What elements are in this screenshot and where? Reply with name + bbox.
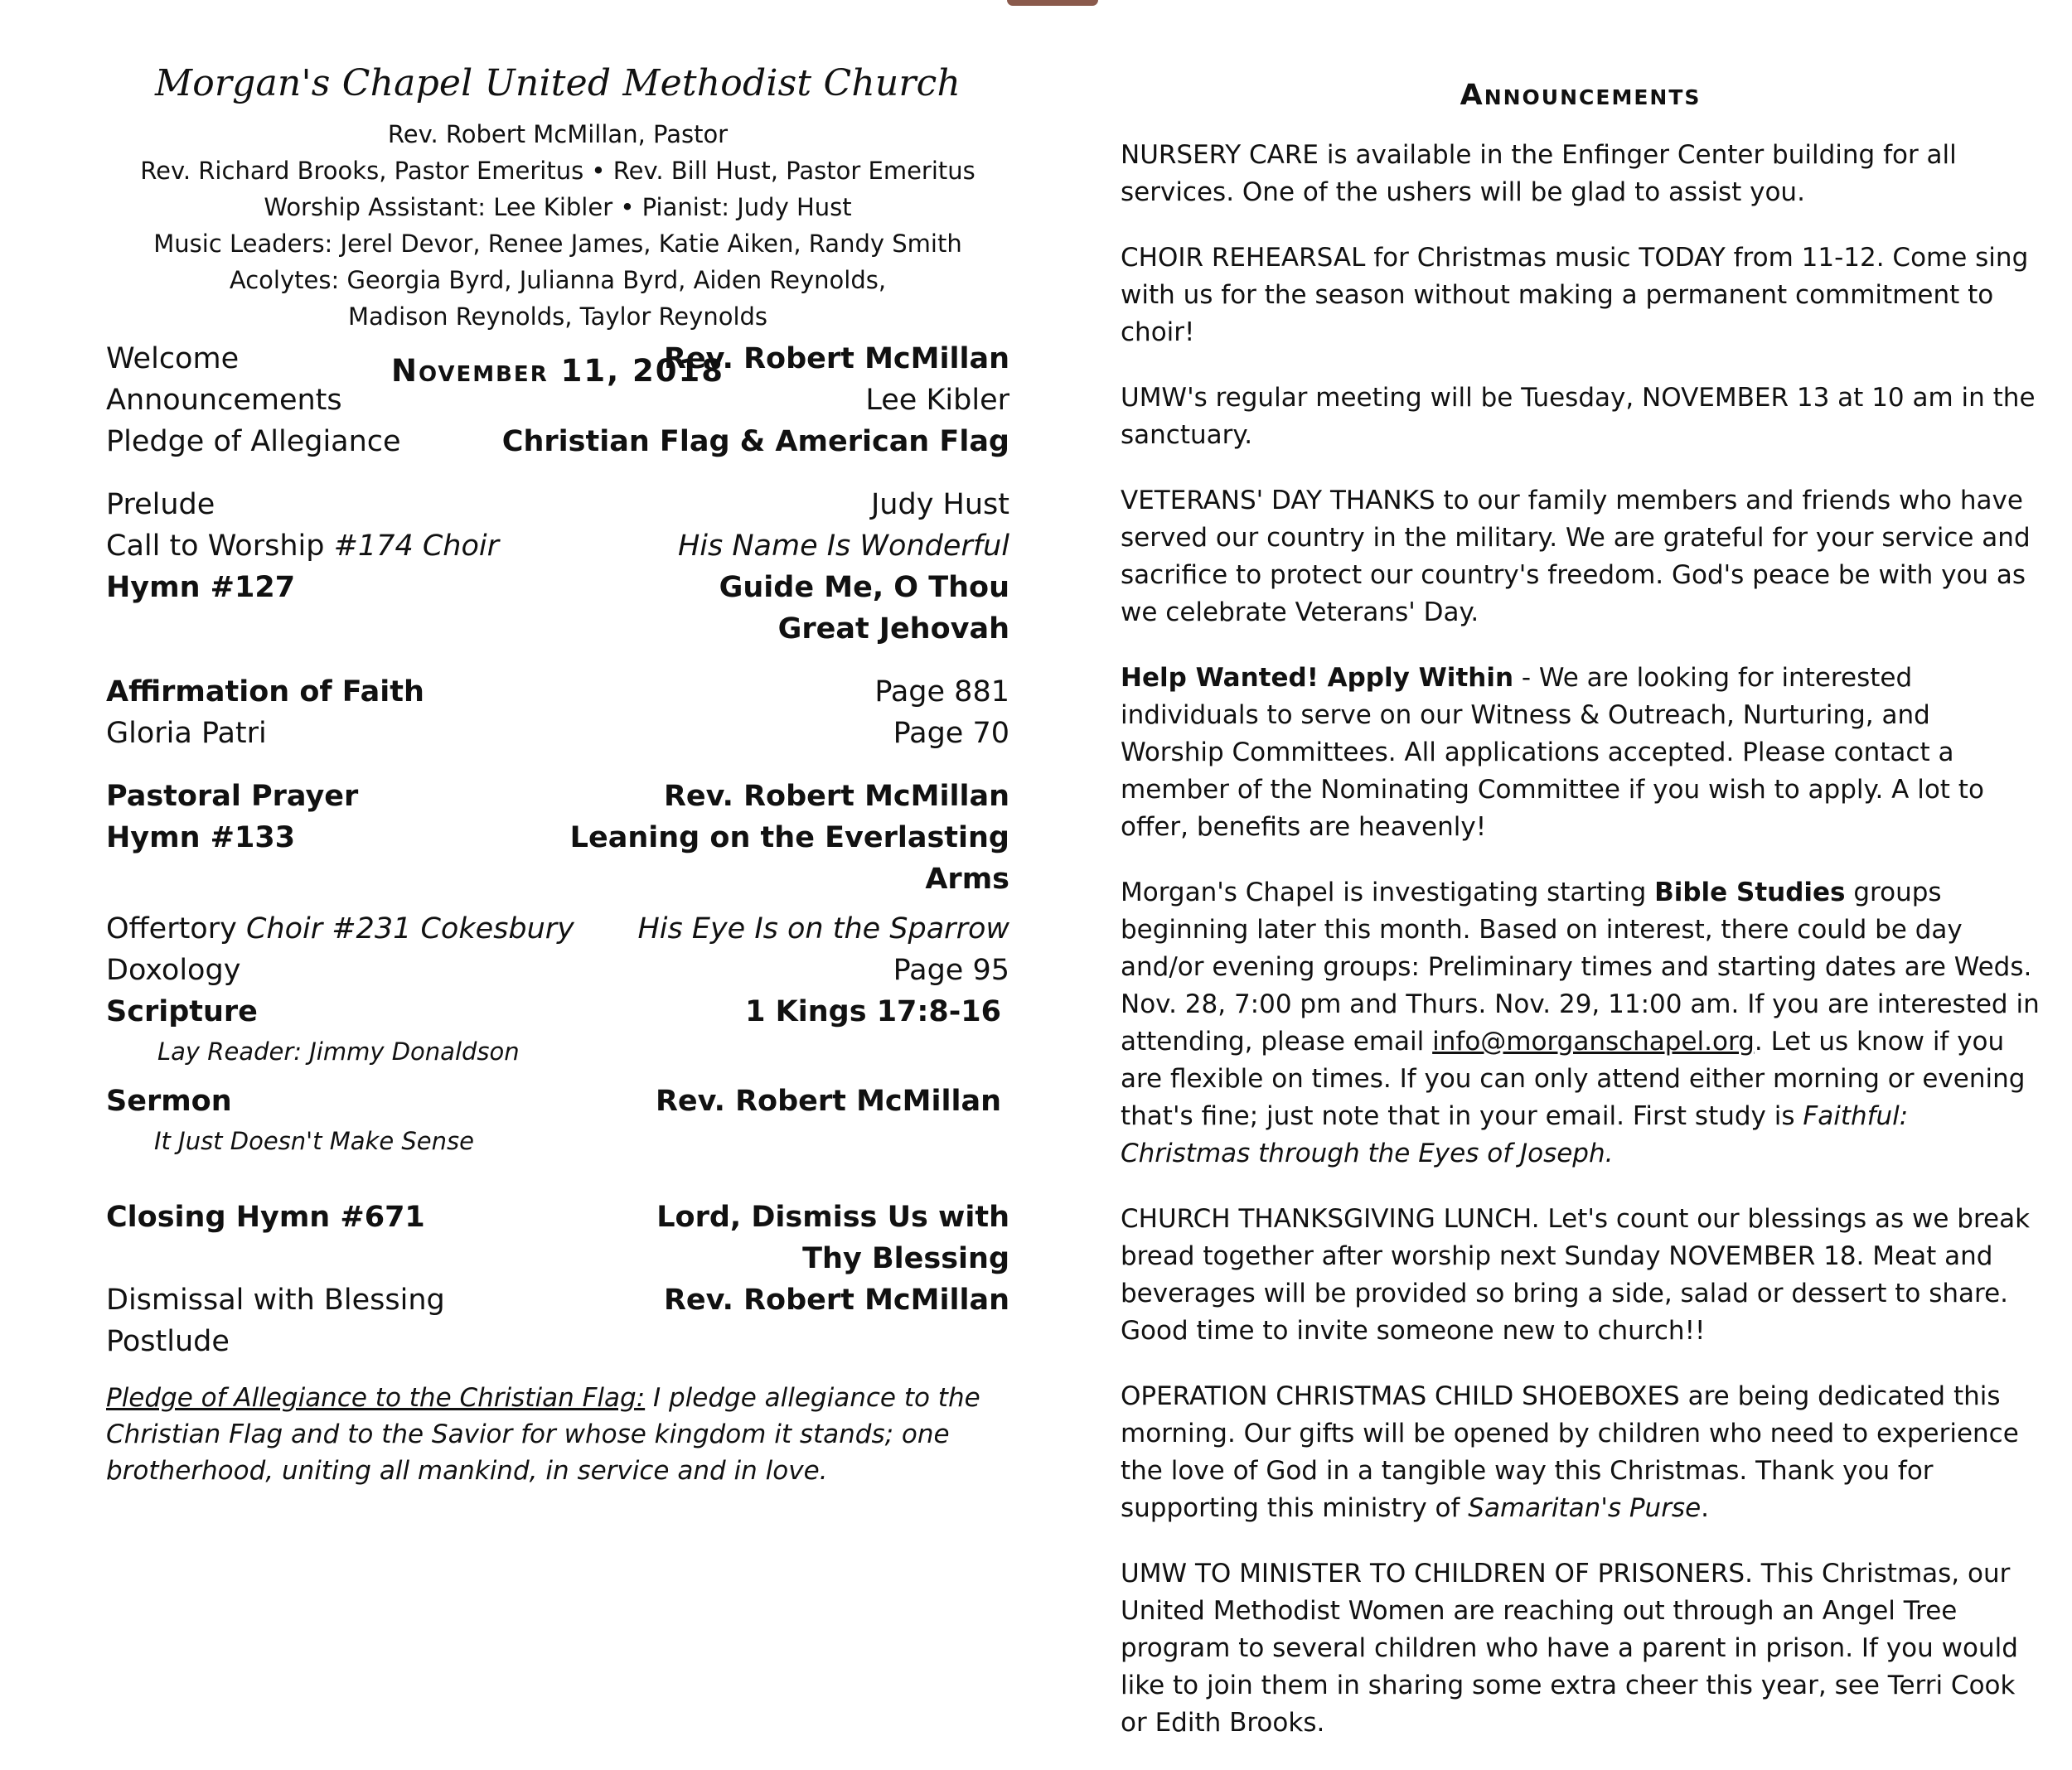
order-item: Sermon	[106, 1085, 232, 1118]
service-date: November 11, 2018	[390, 353, 724, 389]
staff-line: Acolytes: Georgia Byrd, Julianna Byrd, Aiden Reynolds,	[229, 266, 887, 294]
order-item: Closing Hymn #671	[106, 1201, 425, 1234]
order-row	[106, 671, 1009, 713]
ministry-name: Samaritan's Purse	[1468, 1493, 1702, 1523]
announcement-help-wanted	[1121, 660, 2041, 846]
order-detail: Great Jehovah	[777, 612, 1009, 646]
help-wanted-text: - We are looking for interested individuals to serve on our Witness & Outreach, Nurturing, and Worship Committees. All applications accepted. Please contact a member of the Nominating Committee if you wish to apply. A lot to offer, benefits are heavenly!	[1121, 663, 1984, 842]
order-row	[106, 1321, 1009, 1362]
order-detail: Rev. Robert McMillan	[663, 342, 1009, 375]
order-item: Announcements	[106, 384, 342, 417]
staff-list	[106, 116, 1009, 335]
pledge-title: Pledge of Allegiance to the Christian Flag:	[106, 1383, 646, 1413]
order-item: Pastoral Prayer	[106, 780, 359, 813]
order-item: Scripture	[106, 995, 258, 1028]
order-item: Hymn #127	[106, 571, 296, 604]
order-item-note: Choir #231 Cokesbury	[245, 912, 574, 945]
order-row	[106, 1238, 1009, 1279]
order-detail: Judy Hust	[870, 488, 1009, 521]
order-item	[106, 908, 574, 950]
order-item: Affirmation of Faith	[106, 675, 424, 708]
order-item-text: Offertory	[106, 912, 246, 945]
order-detail: Leaning on the Everlasting	[569, 821, 1009, 854]
order-row	[106, 1081, 1009, 1122]
order-detail: Page 881	[874, 675, 1009, 708]
church-name: Morgan's Chapel United Methodist Church	[154, 62, 961, 104]
order-row	[106, 713, 1009, 754]
order-subnote: Lay Reader: Jimmy Donaldson	[157, 1037, 520, 1066]
order-detail: Lee Kibler	[865, 384, 1009, 417]
email-link[interactable]: info@morganschapel.org	[1432, 1027, 1755, 1057]
pledge-text	[106, 1380, 1001, 1489]
order-item: Doxology	[106, 954, 241, 987]
order-detail: Arms	[925, 863, 1009, 896]
order-row	[106, 380, 1009, 421]
paper-tab-mark	[1007, 0, 1098, 6]
order-detail: Rev. Robert McMillan	[663, 780, 1009, 813]
order-item: Welcome	[106, 342, 240, 375]
announcement-thanksgiving: CHURCH THANKSGIVING LUNCH. Let's count our blessings as we break bread together after worship next Sunday NOVEMBER 18. Meat and beverages will be provided so bring a side, salad or dessert to share. Good time to invite someone new to church!!	[1121, 1204, 2031, 1346]
bible-text: Morgan's Chapel is investigating starting	[1121, 878, 1655, 907]
order-item: Hymn #133	[106, 821, 296, 854]
order-item: Dismissal with Blessing	[106, 1284, 445, 1317]
announcement-nursery: NURSERY CARE is available in the Enfinger Center building for all services. One of the ushers will be glad to assist you.	[1121, 140, 1957, 207]
order-row	[106, 950, 1009, 991]
order-item: Pledge of Allegiance	[106, 425, 401, 458]
staff-line: Rev. Richard Brooks, Pastor Emeritus • Rev. Bill Hust, Pastor Emeritus	[140, 157, 975, 185]
announcement-veterans: VETERANS' DAY THANKS to our family members and friends who have served our country in the military. We are grateful for your service and sacrifice to protect our country's freedom. God's peace be with you as we celebrate Veterans' Day.	[1121, 486, 2031, 627]
order-item: Gloria Patri	[106, 717, 267, 750]
order-row	[106, 858, 1009, 900]
order-row	[106, 338, 1009, 380]
staff-line: Rev. Robert McMillan, Pastor	[387, 120, 729, 148]
order-detail: His Eye Is on the Sparrow	[637, 912, 1009, 945]
order-row	[106, 908, 1009, 950]
pledge-body: I pledge allegiance to the Christian Flag and to the Savior for whose kingdom it stands; one brotherhood, uniting all mankind, in service and in love.	[106, 1383, 980, 1486]
bible-text: . Let us know if you are flexible on times. If you can only attend either morning or evening that's fine; just note that in your email. First study is	[1121, 1027, 2026, 1131]
order-detail: Page 95	[893, 954, 1009, 987]
order-item-text: Call to Worship	[106, 530, 334, 563]
order-row	[106, 608, 1009, 650]
announcement-umw: UMW's regular meeting will be Tuesday, NOVEMBER 13 at 10 am in the sanctuary.	[1121, 383, 2036, 450]
order-row	[106, 776, 1009, 817]
announcement-bible-studies	[1121, 874, 2041, 1173]
staff-line: Music Leaders: Jerel Devor, Renee James, Katie Aiken, Randy Smith	[153, 230, 962, 258]
order-detail: Page 70	[893, 717, 1009, 750]
announcement-shoeboxes	[1121, 1378, 2041, 1527]
order-detail: His Name Is Wonderful	[677, 530, 1009, 563]
shoebox-text: .	[1701, 1493, 1710, 1523]
help-wanted-heading: Help Wanted! Apply Within	[1121, 663, 1514, 693]
order-row	[106, 567, 1009, 608]
order-item: Postlude	[106, 1325, 230, 1358]
announcement-choir: CHOIR REHEARSAL for Christmas music TODAY from 11-12. Come sing with us for the season without making a permanent commitment to choir!	[1121, 243, 2029, 347]
order-row	[106, 484, 1009, 525]
order-detail: 1 Kings 17:8-16	[745, 995, 1001, 1028]
shoebox-text: OPERATION CHRISTMAS CHILD SHOEBOXES are being dedicated this morning. Our gifts will be opened by children who need to experience the love of God in a tangible way this Christmas. Thank you for supporting this ministry of	[1121, 1381, 2019, 1523]
order-item	[106, 525, 499, 567]
order-subnote: It Just Doesn't Make Sense	[154, 1127, 474, 1155]
order-detail: Thy Blessing	[802, 1242, 1009, 1275]
order-detail: Guide Me, O Thou	[719, 571, 1009, 604]
study-title: Faithful: Christmas through the Eyes of Joseph.	[1121, 1101, 1909, 1168]
order-detail: Christian Flag & American Flag	[501, 425, 1009, 458]
order-row	[106, 421, 1009, 462]
bible-text: groups beginning later this month. Based on interest, there could be day and/or evening groups: Preliminary times and starting dates are Weds. Nov. 28, 7:00 pm and Thurs. Nov. 29, 11:00 am. If you are interested in attending, please email	[1121, 878, 2040, 1057]
order-row	[106, 1197, 1009, 1238]
announcements-column	[1121, 79, 2041, 1770]
order-row	[106, 525, 1009, 567]
order-item-note: #174 Choir	[333, 530, 499, 563]
announcement-prisoners: UMW TO MINISTER TO CHILDREN OF PRISONERS. This Christmas, our United Methodist Women are reaching out through an Angel Tree program to several children who have a parent in prison. If you would like to join them in sharing some extra cheer this year, see Terri Cook or Edith Brooks.	[1121, 1559, 2018, 1738]
order-row	[106, 991, 1009, 1032]
order-item: Prelude	[106, 488, 215, 521]
order-detail: Lord, Dismiss Us with	[656, 1201, 1009, 1234]
order-detail: Rev. Robert McMillan	[663, 1284, 1009, 1317]
order-row	[106, 817, 1009, 858]
order-row	[106, 1279, 1009, 1321]
bible-studies-heading: Bible Studies	[1654, 878, 1846, 907]
staff-line: Madison Reynolds, Taylor Reynolds	[347, 302, 768, 331]
order-detail: Rev. Robert McMillan	[655, 1085, 1001, 1118]
announcements-title: Announcements	[1460, 79, 1702, 112]
order-of-worship	[106, 338, 1009, 1362]
staff-line: Worship Assistant: Lee Kibler • Pianist: Judy Hust	[264, 193, 852, 221]
